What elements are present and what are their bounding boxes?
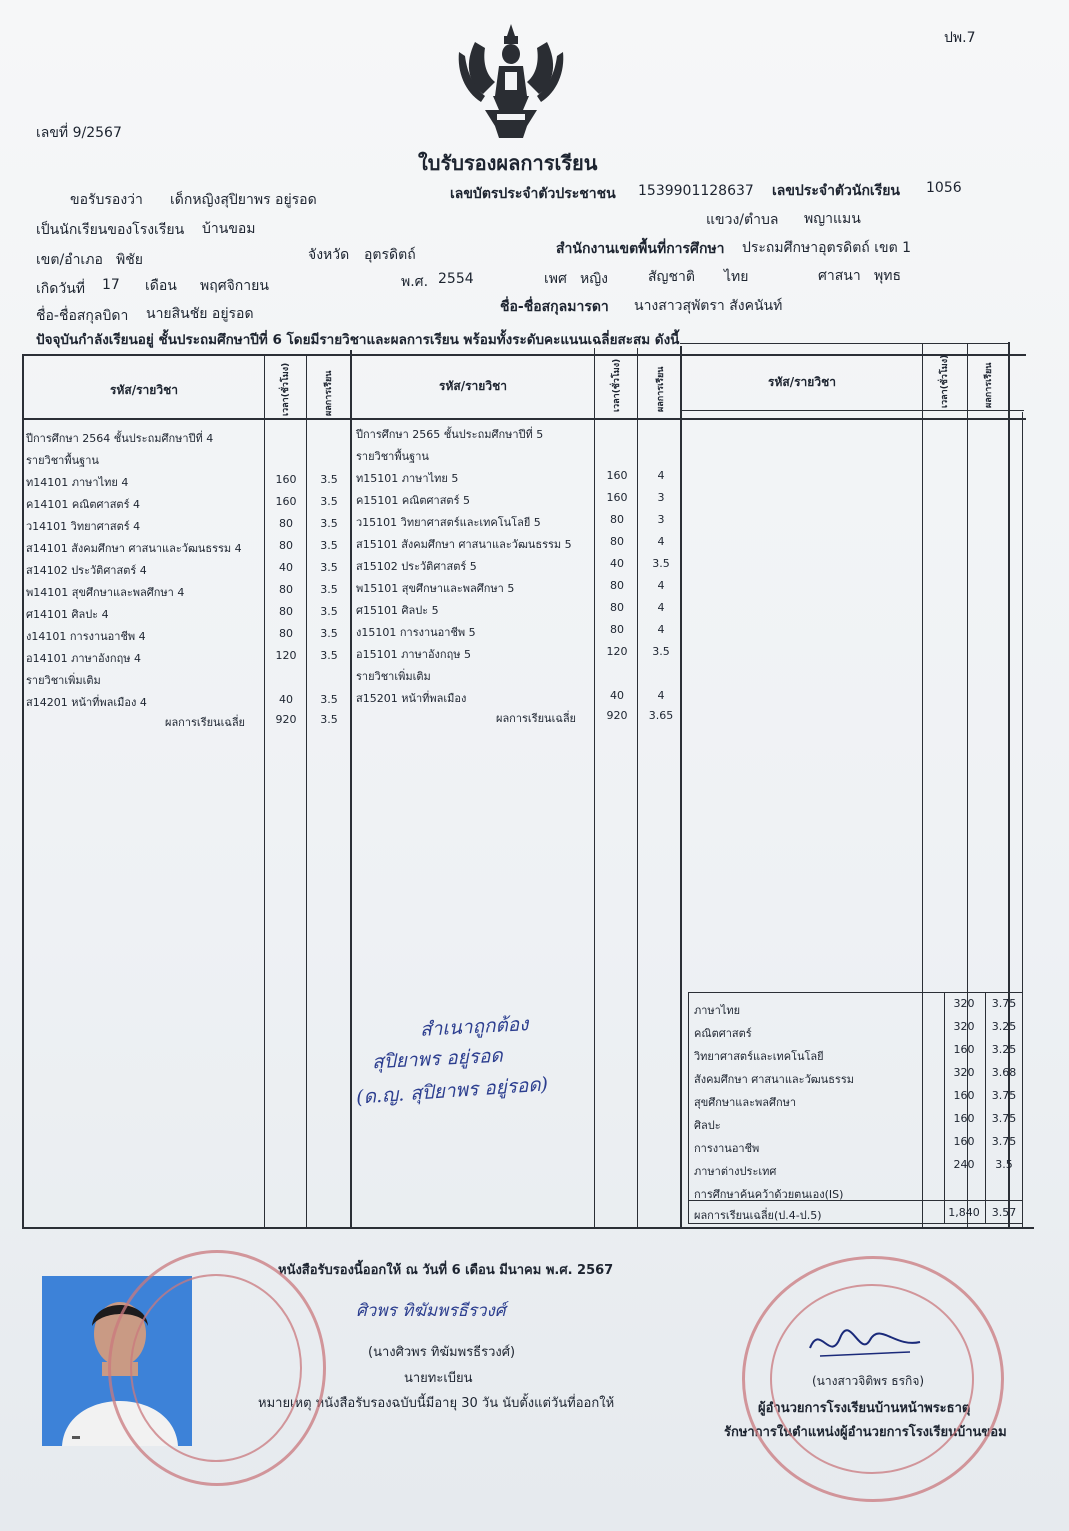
table-row-hours: 80 [279, 627, 293, 640]
table-row-subject: ส15101 สังคมศึกษา ศาสนาและวัฒนธรรม 5 [356, 538, 572, 551]
director-stamp-inner [770, 1284, 974, 1474]
office: ประถมศึกษาอุตรดิตถ์ เขต 1 [742, 240, 912, 256]
summary-row-hours: 320 [953, 1066, 975, 1079]
table-row-grade: 4 [657, 469, 665, 482]
province: อุตรดิตถ์ [364, 247, 416, 263]
table-row-hours: 80 [610, 601, 624, 614]
subdistrict-label: แขวง/ตำบล [706, 212, 779, 228]
summary-row-subject: สังคมศึกษา ศาสนาและวัฒนธรรม [694, 1073, 854, 1086]
summary-row-subject: การงานอาชีพ [694, 1142, 760, 1155]
summary-row-subject: สุขศึกษาและพลศึกษา [694, 1096, 797, 1109]
religion: พุทธ [874, 268, 902, 284]
table-row-subject: ศ15101 ศิลปะ 5 [356, 604, 439, 617]
table-row-grade: 3.5 [320, 627, 338, 640]
table-row-grade: 3.5 [320, 649, 338, 662]
table-row-subject: พ15101 สุขศึกษาและพลศึกษา 5 [356, 582, 515, 595]
table-row-subject: ง14101 การงานอาชีพ 4 [26, 630, 146, 643]
born-day-label: เกิดวันที่ [36, 281, 86, 297]
summary-row-subject: ศิลปะ [694, 1119, 721, 1132]
table-row-hours: 160 [275, 495, 297, 508]
summary-row-hours: 160 [953, 1135, 975, 1148]
summary-row-grade: 3.75 [991, 1089, 1017, 1102]
summary-row-subject: คณิตศาสตร์ [694, 1027, 752, 1040]
table-row-hours: 80 [279, 583, 293, 596]
certify-label: ขอรับรองว่า [70, 192, 143, 208]
nationality-label: สัญชาติ [648, 269, 695, 285]
father-label: ชื่อ-ชื่อสกุลบิดา [36, 308, 129, 324]
table-row-hours: 40 [279, 561, 293, 574]
g4-year-line: ปีการศึกษา 2564 ชั้นประถมศึกษาปีที่ 4 [26, 432, 214, 445]
garuda-emblem [455, 22, 567, 140]
g4-avg-grade: 3.5 [320, 713, 338, 726]
col2-hours-header: เวลา(ชั่วโมง) [612, 358, 622, 412]
registrar-title: นายทะเบียน [404, 1371, 473, 1386]
summary-row-hours: 240 [953, 1158, 975, 1171]
table-row-subject: ว14101 วิทยาศาสตร์ 4 [26, 520, 141, 533]
registrar-name: (นางศิวพร ทิฆัมพรธีรวงศ์) [368, 1345, 516, 1360]
table-row-subject: ท14101 ภาษาไทย 4 [26, 476, 129, 489]
table-row-subject: ส14101 สังคมศึกษา ศาสนาและวัฒนธรรม 4 [26, 542, 242, 555]
g5-extra-label: รายวิชาเพิ่มเติม [356, 670, 431, 683]
g4-avg-hours: 920 [275, 713, 297, 726]
student-no-label: เลขประจำตัวนักเรียน [772, 183, 901, 199]
col1-subject-header: รหัส/รายวิชา [110, 383, 178, 397]
handwritten-signature: สุปิยาพร อยู่รอด [371, 1044, 504, 1074]
table-row-hours: 80 [279, 517, 293, 530]
born-month: พฤศจิกายน [200, 278, 269, 294]
district-label: เขต/อำเภอ [36, 252, 103, 268]
table-row-subject: ค15101 คณิตศาสตร์ 5 [356, 494, 470, 507]
table-row-grade: 3.5 [320, 517, 338, 530]
summary-row-subject: ภาษาไทย [694, 1004, 741, 1017]
nationality: ไทย [724, 269, 749, 285]
table-row-grade: 3 [657, 513, 665, 526]
g4-basic-label: รายวิชาพื้นฐาน [26, 454, 99, 467]
table-row-hours: 80 [279, 605, 293, 618]
table-row-hours: 120 [606, 645, 628, 658]
table-row-grade: 4 [657, 579, 665, 592]
col3-grade-header: ผลการเรียน [984, 362, 994, 408]
summary-row-grade: 3.75 [991, 1135, 1017, 1148]
g5-avg-hours: 920 [606, 709, 628, 722]
religion-label: ศาสนา [818, 268, 861, 284]
table-row-grade: 3.5 [320, 605, 338, 618]
summary-row-subject: การศึกษาค้นคว้าด้วยตนเอง(IS) [694, 1188, 844, 1201]
table-row-subject: ส15102 ประวัติศาสตร์ 5 [356, 560, 477, 573]
born-year: 2554 [438, 271, 474, 287]
handwritten-certified-copy: สำเนาถูกต้อง [419, 1013, 529, 1041]
g5-avg-label: ผลการเรียนเฉลี่ย [496, 712, 577, 725]
col3-hours-header: เวลา(ชั่วโมง) [940, 354, 950, 408]
summary-row-grade: 3.25 [991, 1020, 1017, 1033]
summary-row-hours: 160 [953, 1089, 975, 1102]
father-name: นายสินชัย อยู่รอด [146, 306, 254, 322]
director-title-1: ผู้อำนวยการโรงเรียนบ้านหน้าพระธาตุ [758, 1401, 971, 1416]
table-row-grade: 3 [657, 491, 665, 504]
table-row-grade: 3.5 [320, 583, 338, 596]
col3-subject-header: รหัส/รายวิชา [768, 375, 836, 389]
student-no: 1056 [926, 180, 962, 196]
summary-total-hours: 1,840 [948, 1206, 980, 1219]
col2-subject-header: รหัส/รายวิชา [439, 379, 507, 393]
table-row-hours: 80 [610, 579, 624, 592]
mother-label: ชื่อ-ชื่อสกุลมารดา [500, 299, 609, 315]
table-row-subject: ศ14101 ศิลปะ 4 [26, 608, 109, 621]
g5-basic-label: รายวิชาพื้นฐาน [356, 450, 429, 463]
sex-label: เพศ [544, 271, 567, 287]
office-label: สำนักงานเขตพื้นที่การศึกษา [556, 241, 725, 257]
table-row-hours: 80 [279, 539, 293, 552]
summary-row-hours: 320 [953, 997, 975, 1010]
col1-hours-header: เวลา(ชั่วโมง) [281, 362, 291, 416]
table-row-grade: 3.5 [652, 645, 670, 658]
summary-row-grade: 3.75 [991, 997, 1017, 1010]
table-row-hours: 40 [279, 693, 293, 706]
g4-avg-label: ผลการเรียนเฉลี่ย [165, 716, 246, 729]
table-row-grade: 3.5 [320, 495, 338, 508]
table-row-hours: 80 [610, 535, 624, 548]
issued-line: หนังสือรับรองนี้ออกให้ ณ วันที่ 6 เดือน มีนาคม พ.ศ. 2567 [278, 1263, 614, 1278]
summary-row-subject: วิทยาศาสตร์และเทคโนโลยี [694, 1050, 824, 1063]
district: พิชัย [116, 252, 143, 268]
summary-row-grade: 3.75 [991, 1112, 1017, 1125]
g4-extra-label: รายวิชาเพิ่มเติม [26, 674, 101, 687]
table-row-grade: 3.5 [320, 539, 338, 552]
summary-row-subject: ภาษาต่างประเทศ [694, 1165, 777, 1178]
registrar-stamp-inner [130, 1274, 302, 1462]
year-label: พ.ศ. [401, 274, 429, 290]
table-row-subject: ส14201 หน้าที่พลเมือง 4 [26, 696, 147, 709]
school-name: บ้านขอม [202, 221, 256, 237]
table-row-subject: อ15101 ภาษาอังกฤษ 5 [356, 648, 471, 661]
status-line: ปัจจุบันกำลังเรียนอยู่ ชั้นประถมศึกษาปีที่ 6 โดยมีรายวิชาและผลการเรียน พร้อมทั้งระดับคะแนนเฉลี่ยสะสม ดังนี้ [36, 332, 680, 348]
table-row-hours: 80 [610, 623, 624, 636]
col1-grade-header: ผลการเรียน [324, 370, 334, 416]
table-row-hours: 160 [606, 491, 628, 504]
page-title: ใบรับรองผลการเรียน [418, 151, 598, 175]
table-row-hours: 40 [610, 557, 624, 570]
table-row-subject: ส15201 หน้าที่พลเมือง [356, 692, 467, 705]
director-title-2: รักษาการในตำแหน่งผู้อำนวยการโรงเรียนบ้านขอม [724, 1425, 1007, 1440]
summary-row-grade: 3.25 [991, 1043, 1017, 1056]
handwritten-name: (ด.ญ. สุปิยาพร อยู่รอด) [355, 1073, 549, 1109]
table-row-grade: 3.5 [320, 473, 338, 486]
form-code: ปพ.7 [944, 30, 976, 46]
table-row-subject: อ14101 ภาษาอังกฤษ 4 [26, 652, 141, 665]
school-label: เป็นนักเรียนของโรงเรียน [36, 222, 185, 238]
table-row-grade: 4 [657, 623, 665, 636]
table-row-subject: ค14101 คณิตศาสตร์ 4 [26, 498, 140, 511]
table-row-subject: ท15101 ภาษาไทย 5 [356, 472, 459, 485]
table-row-hours: 80 [610, 513, 624, 526]
summary-row-hours: 160 [953, 1112, 975, 1125]
validity-note: หมายเหตุ หนังสือรับรองฉบับนี้มีอายุ 30 วัน นับตั้งแต่วันที่ออกให้ [258, 1396, 615, 1411]
mother-name: นางสาวสุพัตรา สังคนันท์ [634, 298, 783, 314]
sex: หญิง [580, 271, 608, 287]
student-name: เด็กหญิงสุปิยาพร อยู่รอด [170, 192, 317, 208]
table-row-subject: ง15101 การงานอาชีพ 5 [356, 626, 476, 639]
table-row-hours: 160 [275, 473, 297, 486]
summary-row-hours: 320 [953, 1020, 975, 1033]
document-number: เลขที่ 9/2567 [36, 125, 122, 141]
summary-total-label: ผลการเรียนเฉลี่ย(ป.4-ป.5) [694, 1209, 822, 1222]
table-row-grade: 3.5 [652, 557, 670, 570]
id-label: เลขบัตรประจำตัวประชาชน [450, 186, 616, 202]
month-label: เดือน [145, 278, 177, 294]
col2-grade-header: ผลการเรียน [656, 366, 666, 412]
g5-year-line: ปีการศึกษา 2565 ชั้นประถมศึกษาปีที่ 5 [356, 428, 544, 441]
table-row-subject: พ14101 สุขศึกษาและพลศึกษา 4 [26, 586, 185, 599]
summary-row-hours: 160 [953, 1043, 975, 1056]
born-day: 17 [102, 277, 120, 293]
summary-row-grade: 3.5 [995, 1158, 1013, 1171]
table-row-grade: 3.5 [320, 561, 338, 574]
table-row-hours: 120 [275, 649, 297, 662]
table-row-subject: ว15101 วิทยาศาสตร์และเทคโนโลยี 5 [356, 516, 541, 529]
photo-caption-mark [72, 1436, 80, 1439]
table-row-grade: 4 [657, 601, 665, 614]
table-row-grade: 3.5 [320, 693, 338, 706]
id-number: 1539901128637 [638, 183, 754, 199]
province-label: จังหวัด [308, 247, 350, 263]
summary-row-grade: 3.68 [991, 1066, 1017, 1079]
subdistrict: พญาแมน [804, 211, 861, 227]
summary-total-grade: 3.57 [991, 1206, 1017, 1219]
table-row-grade: 4 [657, 535, 665, 548]
table-row-hours: 160 [606, 469, 628, 482]
table-row-grade: 4 [657, 689, 665, 702]
registrar-signature: ศิวพร ทิฆัมพรธีรวงศ์ [356, 1301, 506, 1321]
table-row-subject: ส14102 ประวัติศาสตร์ 4 [26, 564, 147, 577]
g5-avg-grade: 3.65 [648, 709, 674, 722]
table-row-hours: 40 [610, 689, 624, 702]
director-name: (นางสาวจิติพร ธรกิจ) [812, 1374, 925, 1388]
